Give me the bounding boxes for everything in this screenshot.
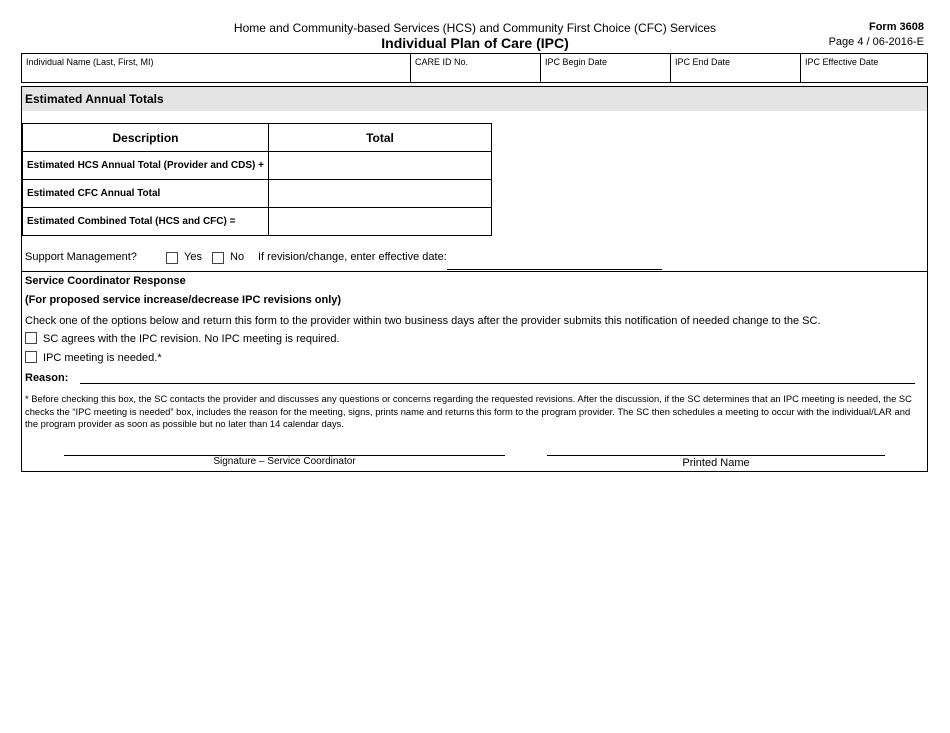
individual-name-field[interactable] — [22, 54, 411, 82]
hcs-annual-total-input[interactable] — [269, 152, 492, 180]
revision-effective-date-input[interactable] — [447, 251, 662, 270]
reason-input[interactable] — [80, 369, 915, 384]
sc-response-instruction: Check one of the options below and return this form to the provider within two business days after the provider submits this notification of needed change to the SC. — [25, 315, 821, 327]
support-management-no-label: No — [230, 251, 245, 263]
revision-effective-date-label: If revision/change, enter effective date: — [258, 251, 447, 263]
ipc-effective-date-field[interactable] — [801, 54, 927, 82]
table-row — [23, 208, 492, 236]
table-header-row — [23, 124, 492, 152]
support-management-no-checkbox[interactable] — [212, 252, 224, 264]
form-number: Form 3608 — [868, 21, 924, 33]
support-management-yes-checkbox[interactable] — [166, 252, 178, 264]
page-info: Page 4 / 06-2016-E — [828, 36, 924, 48]
col-total-header: Total — [269, 124, 492, 152]
printed-name-line[interactable] — [547, 455, 885, 456]
care-id-field[interactable] — [411, 54, 541, 82]
sc-agrees-checkbox[interactable] — [25, 332, 37, 344]
form-title: Individual Plan of Care (IPC) — [381, 35, 569, 51]
cfc-annual-total-label: Estimated CFC Annual Total — [23, 180, 269, 208]
signature-label: Signature – Service Coordinator — [213, 456, 356, 467]
support-management-yes-label: Yes — [184, 251, 202, 263]
combined-total-label: Estimated Combined Total (HCS and CFC) = — [23, 208, 269, 236]
reason-label: Reason: — [25, 372, 69, 384]
table-row — [23, 152, 492, 180]
care-id-label: CARE ID No. — [415, 57, 469, 67]
hcs-annual-total-label: Estimated HCS Annual Total (Provider and CDS) + — [23, 152, 269, 180]
annual-totals-section-title: Estimated Annual Totals — [22, 87, 927, 111]
ipc-end-date-label: IPC End Date — [675, 57, 731, 67]
ipc-effective-date-label: IPC Effective Date — [805, 57, 879, 67]
ipc-meeting-needed-checkbox[interactable] — [25, 351, 37, 363]
form-subtitle: Home and Community-based Services (HCS) and Community First Choice (CFC) Services — [233, 21, 717, 35]
cfc-annual-total-input[interactable] — [269, 180, 492, 208]
combined-total-input[interactable] — [269, 208, 492, 236]
ipc-begin-date-field[interactable] — [541, 54, 671, 82]
individual-name-label: Individual Name (Last, First, MI) — [26, 57, 154, 67]
ipc-end-date-field[interactable] — [671, 54, 801, 82]
ipc-begin-date-label: IPC Begin Date — [545, 57, 608, 67]
printed-name-label: Printed Name — [682, 457, 750, 469]
footnote: * Before checking this box, the SC contacts the provider and discusses any questions or concerns regarding the requested revisions. After the discussion, if the SC determines that an IPC meeting is needed, the SC checks the “IPC meeting is needed” box, includes the reason for the meeting, signs, prints name and returns this form to the program provider. The SC then schedules a meeting to occur with the individual/LAR and the program provider as soon as possible but no later than 14 calendar days. — [25, 393, 912, 429]
ipc-meeting-needed-label: IPC meeting is needed.* — [43, 352, 162, 364]
sc-response-subtitle: (For proposed service increase/decrease IPC revisions only) — [25, 294, 342, 306]
sc-response-title: Service Coordinator Response — [25, 275, 186, 287]
annual-totals-table — [22, 123, 492, 236]
col-description-header: Description — [23, 124, 269, 152]
table-row — [23, 180, 492, 208]
section-divider — [21, 271, 928, 272]
sc-agrees-label: SC agrees with the IPC revision. No IPC meeting is required. — [43, 333, 340, 345]
identification-row — [21, 53, 928, 83]
support-management-label: Support Management? — [25, 251, 137, 263]
